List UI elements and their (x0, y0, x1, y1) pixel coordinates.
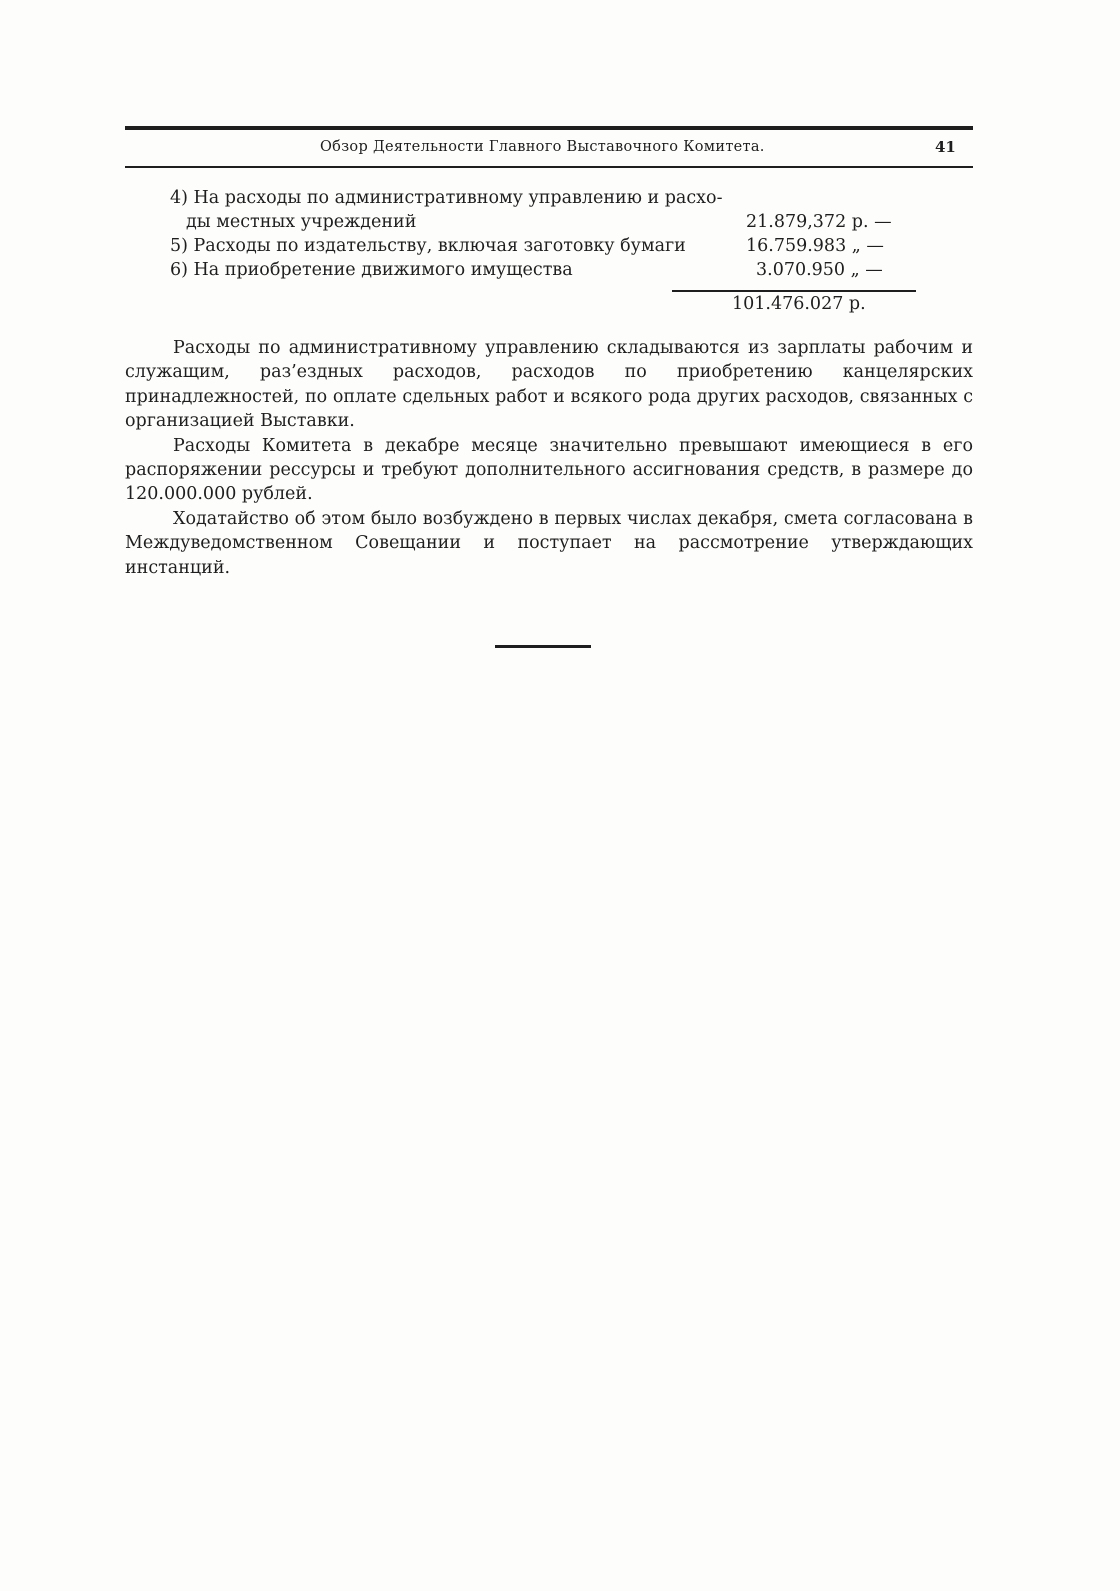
expense-item-4-text-cont: ды местных учреждений (186, 212, 417, 232)
expense-item-5-text: 5) Расходы по издательству, включая заготовку бумаги (170, 236, 686, 256)
expense-item-5-amount: 16.759.983 „ — (746, 236, 884, 256)
paragraph-december-expenses: Расходы Комитета в декабре месяце значительно превышают имеющиеся в его распоряжении рессурсы и требуют дополнительного ассигнования средств, в размере до 120.000.000 рублей. (125, 435, 973, 505)
paragraph-admin-expenses: Расходы по административному управлению складываются из зарплаты рабочим и служащим, раз’ездных расходов, расходов по приобретению канцелярских принадлежностей, по оплате сдельных работ и всякого рода других расходов, связанных с организацией Выставки. (125, 338, 973, 432)
expense-item-5 (170, 234, 930, 258)
expense-item-6-amount: 3.070.950 „ — (756, 260, 883, 280)
header-rule-bottom (125, 166, 973, 168)
end-rule (495, 645, 591, 648)
sum-rule (672, 290, 916, 292)
expense-item-6 (170, 258, 930, 282)
running-title: Обзор Деятельности Главного Выставочного Комитета. (320, 139, 765, 155)
body-text (125, 336, 973, 580)
expense-list (170, 186, 930, 282)
page-number: 41 (935, 138, 956, 156)
expense-total: 101.476.027 р. (732, 294, 866, 314)
expense-item-4-amount: 21.879,372 р. — (746, 212, 892, 232)
expense-item-4-line1 (170, 186, 930, 210)
expense-item-4-line2 (170, 210, 930, 234)
expense-item-6-text: 6) На приобретение движимого имущества (170, 260, 573, 280)
expense-item-4-text: 4) На расходы по административному управлению и расхо- (170, 188, 723, 208)
paragraph-petition: Ходатайство об этом было возбуждено в первых числах декабря, смета согласована в Междуведомственном Совещании и поступает на рассмотрение утверждающих инстанций. (125, 508, 973, 578)
header-rule-top (125, 126, 973, 130)
